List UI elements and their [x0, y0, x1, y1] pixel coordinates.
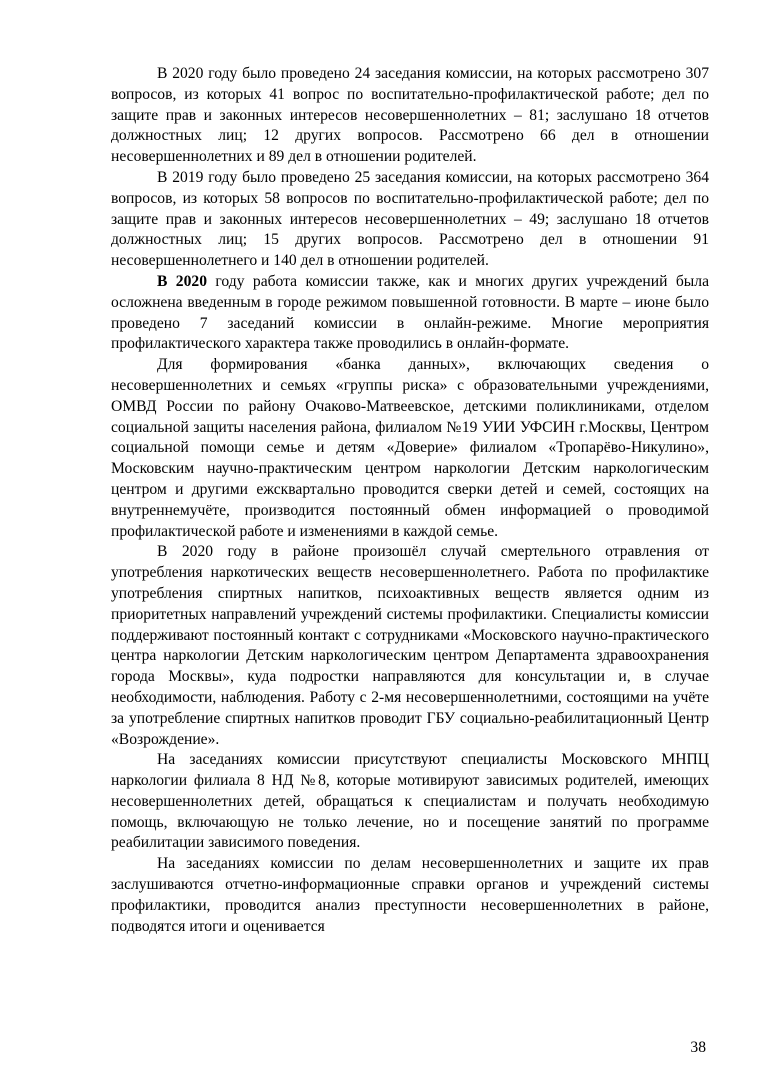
paragraph-1 — [111, 64, 709, 168]
paragraph-4-text: Для формирования «банка данных», включающих сведения о несовершеннолетних и семьях «группы риска» с образовательными учреждениями, ОМВД России по району Очаково-Матвеевское, детскими поликлиниками, отделом социальной защиты населения района, филиалом №19 УИИ УФСИН г.Москвы, Центром социальной помощи семье и детям «Доверие» филиалом «Тропарёво-Никулино», Московским научно-практическим центром наркологии Детским наркологическим центром и другими ежсквартально проводится сверки детей и семей, состоящих на внутреннемучёте, производится постоянный обмен информацией о проводимой профилактической работе и изменениями в каждой семье. — [111, 356, 709, 540]
paragraph-7 — [111, 854, 709, 937]
paragraph-3 — [111, 272, 709, 355]
body-text — [111, 64, 709, 937]
paragraph-4 — [111, 355, 709, 542]
paragraph-1-text: В 2020 году было проведено 24 заседания комиссии, на которых рассмотрено 307 вопросов, из которых 41 вопрос по воспитательно-профилактической работе; дел по защите прав и законных интересов несовершеннолетних – 81; заслушано 18 отчетов должностных лиц; 12 других вопросов. Рассмотрено 66 дел в отношении несовершеннолетних и 89 дел в отношении родителей. — [111, 65, 709, 166]
paragraph-6-text: На заседаниях комиссии присутствуют специалисты Московского МНПЦ наркологии филиала 8 НД №8, которые мотивируют зависимых родителей, имеющих несовершеннолетних детей, обращаться к специалистам и получать необходимую помощь, включающую не только лечение, но и посещение занятий по программе реабилитации зависимого поведения. — [111, 751, 709, 852]
paragraph-5 — [111, 542, 709, 750]
page-number: 38 — [690, 1039, 706, 1056]
paragraph-7-text: На заседаниях комиссии по делам несовершеннолетних и защите их прав заслушиваются отчетно-информационные справки органов и учреждений системы профилактики, проводится анализ преступности несовершеннолетних в районе, подводятся итоги и оценивается — [111, 855, 709, 935]
paragraph-3-text: году работа комиссии также, как и многих других учреждений была осложнена введенным в городе режимом повышенной готовности. В марте – июне было проведено 7 заседаний комиссии в онлайн-режиме. Многие мероприятия профилактического характера также проводились в онлайн-формате. — [111, 272, 709, 353]
paragraph-2 — [111, 168, 709, 272]
paragraph-2-text: В 2019 году было проведено 25 заседания комиссии, на которых рассмотрено 364 вопросов, из которых 58 вопросов по воспитательно-профилактической работе; дел по защите прав и законных интересов несовершеннолетних – 49; заслушано 18 отчетов должностных лиц; 15 других вопросов. Рассмотрено дел в отношении 91 несовершеннолетнего и 140 дел в отношении родителей. — [111, 168, 709, 270]
paragraph-5-text: В 2020 году в районе произошёл случай смертельного отравления от употребления наркотических веществ несовершеннолетнего. Работа по профилактике употребления спиртных напитков, психоактивных веществ является одним из приоритетных направлений учреждений системы профилактики. Специалисты комиссии поддерживают постоянный контакт с сотрудниками «Московского научно-практического центра наркологии Детским наркологическим центром Департамента здравоохранения города Москвы», куда подростки направляются для консультации и, в случае необходимости, наблюдения. Работу с 2-мя несовершеннолетними, состоящими на учёте за употребление спиртных напитков проводит ГБУ социально-реабилитационный Центр «Возрождение». — [111, 543, 709, 748]
paragraph-3-lead: В 2020 — [157, 272, 207, 290]
paragraph-6 — [111, 750, 709, 854]
